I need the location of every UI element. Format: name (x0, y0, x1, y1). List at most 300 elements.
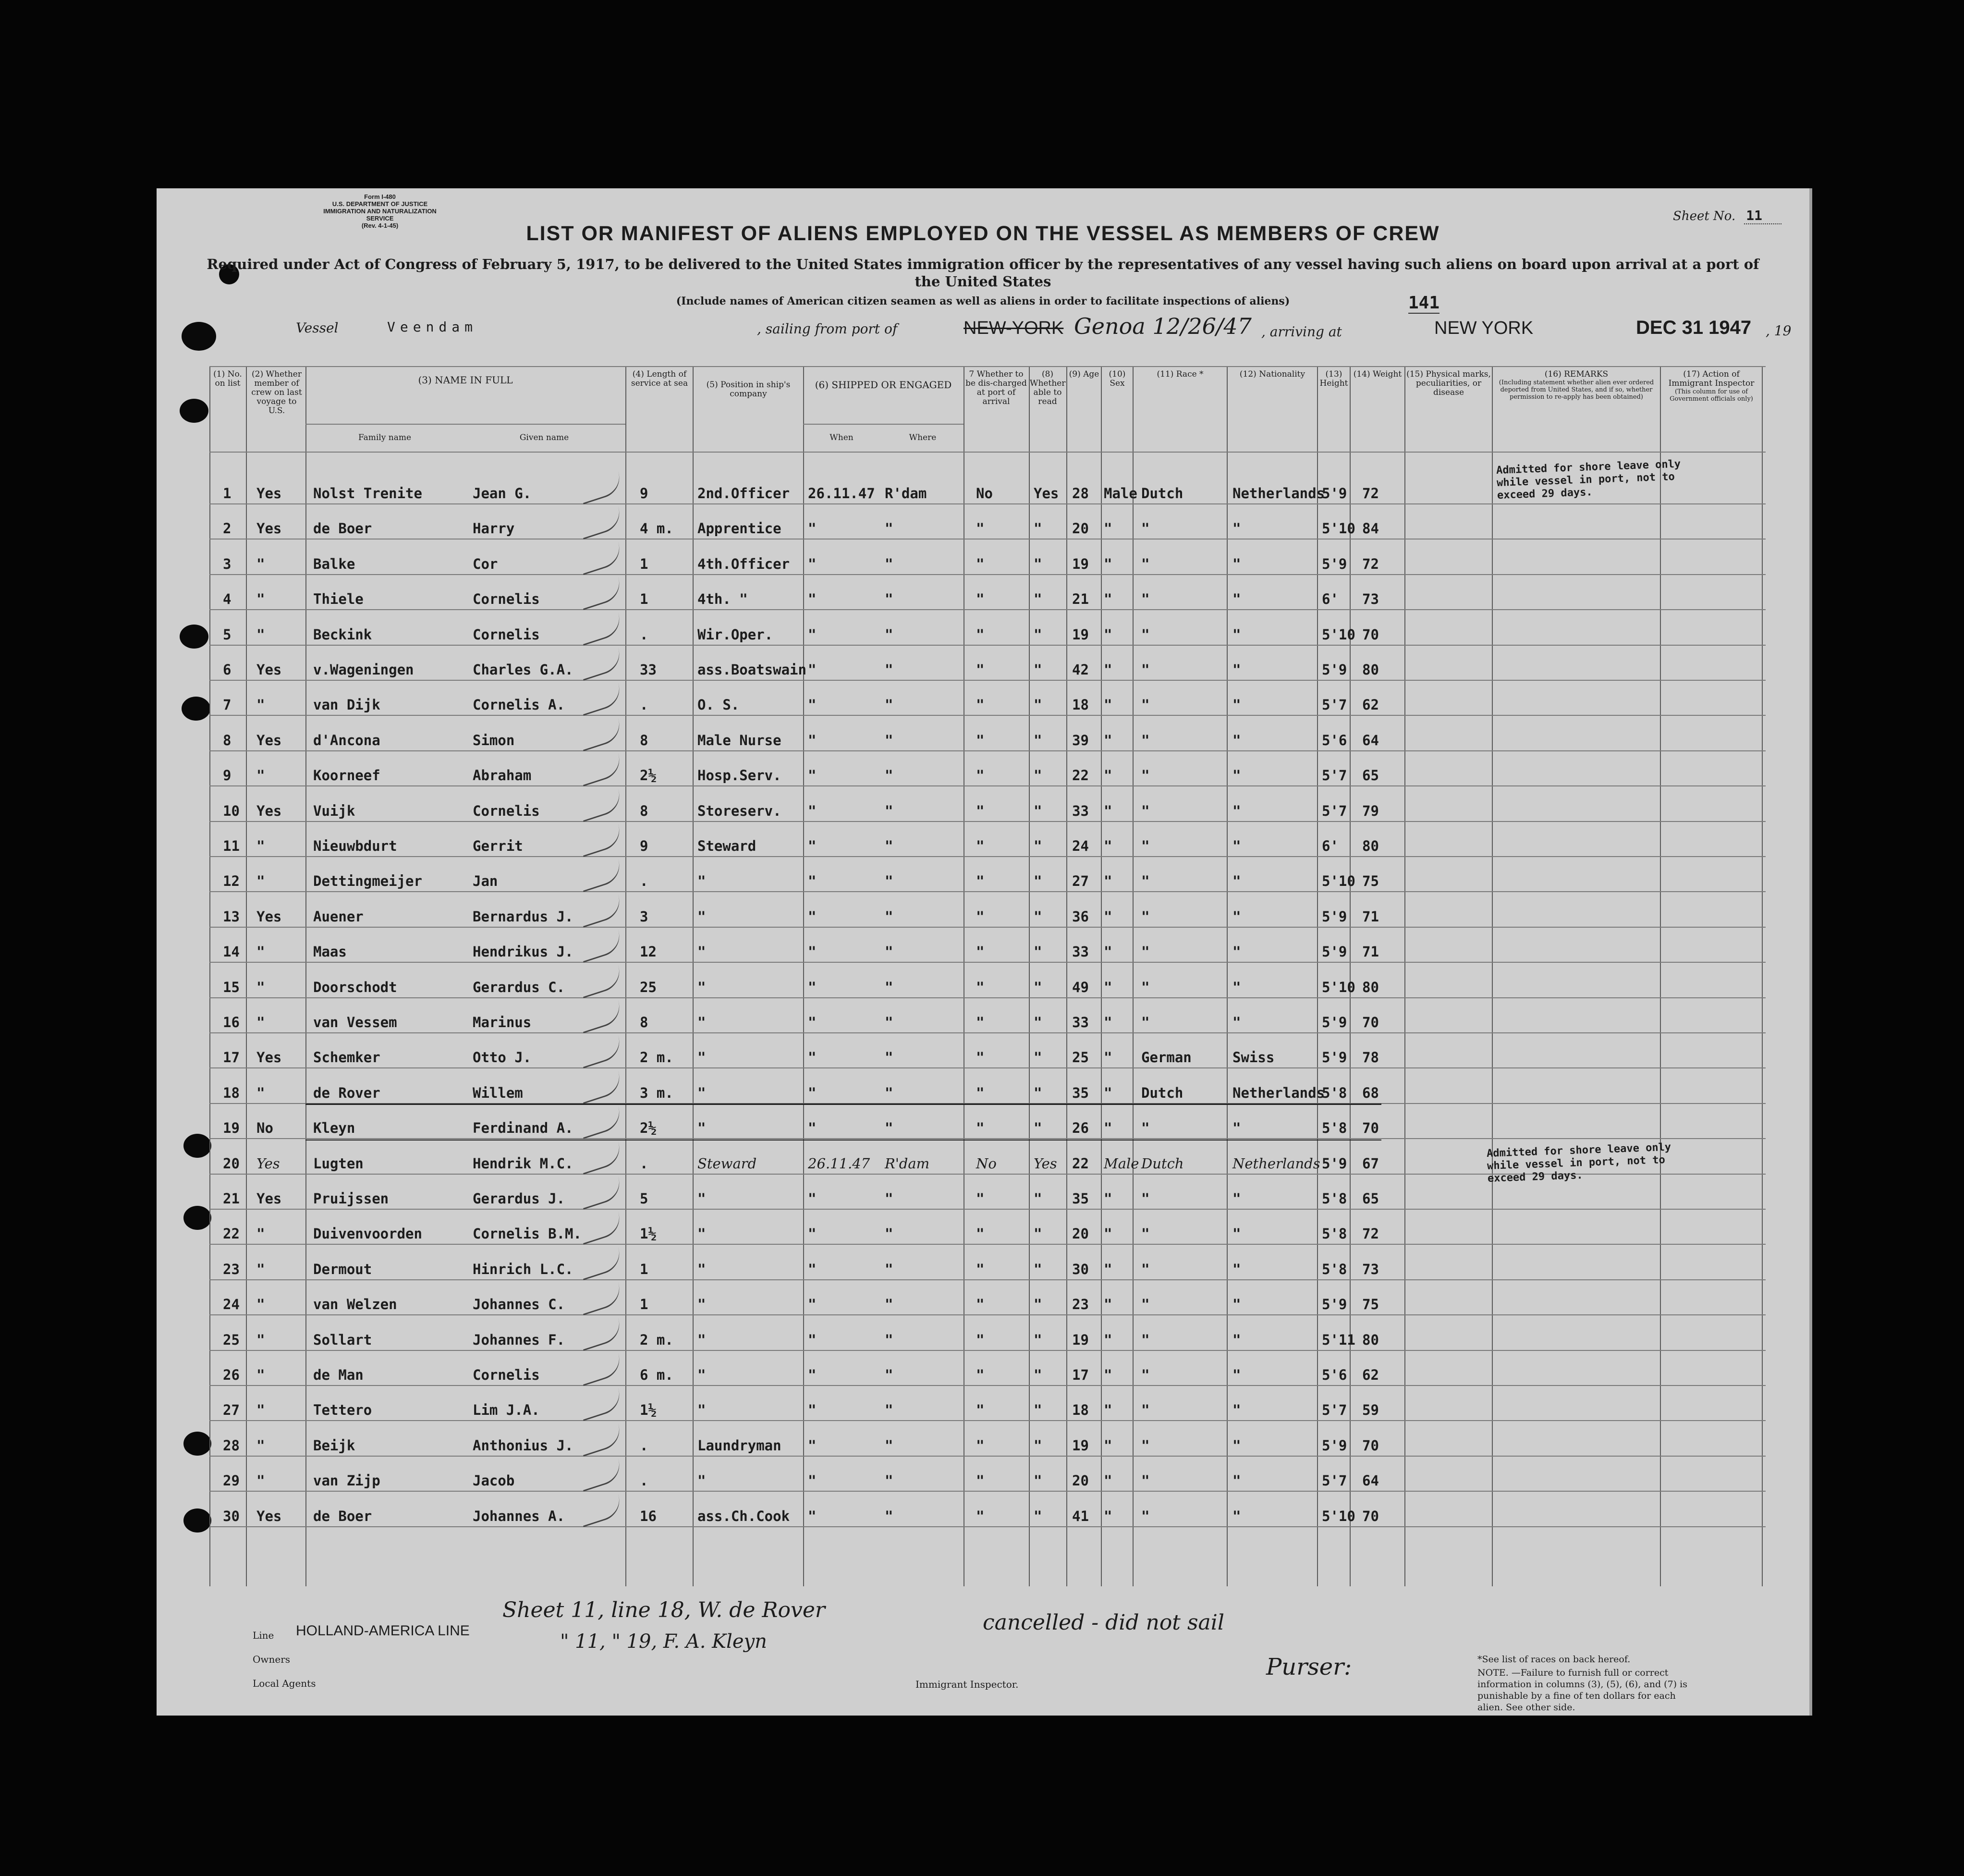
cell-nationality: " (1232, 1402, 1241, 1419)
cell-previous-voyage: " (256, 1226, 265, 1242)
cell-shipped-where: " (885, 838, 893, 854)
cell-age: 22 (1072, 1155, 1089, 1172)
cell-sex: " (1104, 1261, 1112, 1277)
cell-position: " (697, 1261, 706, 1277)
cell-height: 5'8 (1322, 1261, 1347, 1277)
handwritten-cancel-note-1: Sheet 11, line 18, W. de Rover (502, 1598, 825, 1622)
table-row-rule (209, 1385, 1766, 1386)
header-when: When (830, 433, 854, 442)
cell-row-number: 12 (223, 873, 240, 890)
cell-weight: 73 (1362, 1261, 1379, 1277)
cell-position: Laundryman (697, 1437, 781, 1454)
cell-able-to-read: " (1034, 979, 1042, 995)
check-mark (577, 1106, 625, 1139)
remark-shore-leave-1: Admitted for shore leave only while vessel in port, not to exceed 29 days. (1496, 458, 1681, 502)
cell-position: Steward (697, 1155, 757, 1172)
cell-height: 5'8 (1322, 1084, 1347, 1101)
header-sex: (10) Sex (1109, 369, 1126, 388)
cell-age: 33 (1072, 944, 1089, 960)
cell-weight: 70 (1362, 1508, 1379, 1524)
cell-nationality: " (1232, 1014, 1241, 1030)
cell-height: 5'9 (1322, 908, 1347, 925)
cell-family-name: Nieuwbdurt (313, 838, 397, 854)
cell-row-number: 17 (223, 1049, 240, 1066)
sheet-number: Sheet No. 11 (1673, 208, 1781, 223)
cell-position: ass.Boatswain (697, 662, 806, 678)
header-height: (13) Height (1319, 369, 1348, 388)
check-mark (577, 965, 625, 998)
cell-discharged: " (976, 944, 985, 960)
owners-label: Owners (253, 1654, 291, 1665)
cell-nationality: " (1232, 1296, 1241, 1313)
table-row-rule (209, 1491, 1766, 1492)
cell-weight: 71 (1362, 908, 1379, 925)
cell-age: 23 (1072, 1296, 1089, 1313)
table-row-rule (209, 1209, 1766, 1210)
cell-previous-voyage: No (256, 1120, 273, 1137)
cell-nationality: " (1232, 908, 1241, 925)
cell-discharged: " (976, 873, 985, 890)
cell-service-length: 1½ (640, 1402, 657, 1419)
cell-height: 5'10 (1322, 1508, 1355, 1524)
cell-position: " (697, 1120, 706, 1137)
cell-given-name: Simon (473, 732, 515, 748)
cell-given-name: Cornelis A. (473, 697, 565, 713)
check-mark (577, 577, 625, 610)
cell-race: " (1141, 838, 1150, 854)
cell-shipped-when: " (808, 520, 817, 537)
cell-age: 33 (1072, 802, 1089, 819)
cell-height: 5'7 (1322, 697, 1347, 713)
cell-row-number: 4 (223, 591, 232, 608)
cell-shipped-when: " (808, 1084, 817, 1101)
cell-nationality: " (1232, 520, 1241, 537)
remark-shore-leave-2: Admitted for shore leave only while vessel in port, not to exceed 29 days. (1486, 1141, 1671, 1185)
vessel-name: Veendam (387, 319, 478, 335)
cell-service-length: . (640, 697, 648, 713)
cell-shipped-where: R'dam (885, 485, 927, 502)
cell-previous-voyage: Yes (256, 485, 282, 502)
cell-given-name: Jean G. (473, 485, 532, 502)
cell-shipped-where: " (885, 1049, 893, 1066)
cell-discharged: " (976, 520, 985, 537)
cell-family-name: Beijk (313, 1437, 355, 1454)
year-label: , 19 (1766, 323, 1792, 339)
cell-position: Wir.Oper. (697, 626, 773, 643)
cell-age: 20 (1072, 520, 1089, 537)
table-row-rule (209, 1138, 1766, 1139)
cell-service-length: 2 m. (640, 1331, 673, 1348)
purser-signature: Purser: (1266, 1654, 1352, 1680)
cell-nationality: " (1232, 626, 1241, 643)
punch-hole (182, 322, 216, 351)
cell-service-length: 9 (640, 485, 648, 502)
cell-height: 6' (1322, 838, 1339, 854)
header-name: (3) NAME IN FULL (418, 374, 513, 386)
cell-height: 5'10 (1322, 520, 1355, 537)
cell-row-number: 5 (223, 626, 232, 643)
cell-height: 6' (1322, 591, 1339, 608)
cell-able-to-read: " (1034, 732, 1042, 748)
cell-weight: 75 (1362, 873, 1379, 890)
cell-nationality: " (1232, 838, 1241, 854)
cell-given-name: Abraham (473, 767, 532, 784)
cell-able-to-read: " (1034, 908, 1042, 925)
cell-discharged: " (976, 1402, 985, 1419)
header-weight: (14) Weight (1353, 369, 1402, 379)
table-row-rule (209, 715, 1766, 716)
cell-service-length: 8 (640, 802, 648, 819)
cell-row-number: 14 (223, 944, 240, 960)
cell-shipped-when: " (808, 1367, 817, 1383)
cell-height: 5'7 (1322, 767, 1347, 784)
table-row-rule (209, 856, 1766, 857)
cell-discharged: " (976, 1296, 985, 1313)
cell-row-number: 16 (223, 1014, 240, 1030)
cell-given-name: Gerardus C. (473, 979, 565, 995)
cell-race: " (1141, 1190, 1150, 1207)
cell-able-to-read: " (1034, 1472, 1042, 1489)
check-mark (577, 753, 625, 786)
cell-previous-voyage: " (256, 1472, 265, 1489)
cell-position: " (697, 908, 706, 925)
cell-race: Dutch (1141, 485, 1183, 502)
cell-nationality: " (1232, 555, 1241, 572)
cell-given-name: Gerardus J. (473, 1190, 565, 1207)
cell-service-length: 8 (640, 1014, 648, 1030)
cell-given-name: Cornelis (473, 1367, 540, 1383)
cell-nationality: " (1232, 1190, 1241, 1207)
cell-able-to-read: " (1034, 1226, 1042, 1242)
cell-given-name: Cornelis (473, 626, 540, 643)
cell-race: " (1141, 591, 1150, 608)
cell-height: 5'8 (1322, 1190, 1347, 1207)
cell-shipped-where: " (885, 1437, 893, 1454)
cell-family-name: van Vessem (313, 1014, 397, 1030)
cell-position: " (697, 1084, 706, 1101)
cell-row-number: 1 (223, 485, 232, 502)
cell-age: 19 (1072, 555, 1089, 572)
header-discharged: 7 Whether to be dis-charged at port of arrival (965, 369, 1027, 406)
cell-service-length: 5 (640, 1190, 648, 1207)
cell-weight: 72 (1362, 1226, 1379, 1242)
cell-weight: 64 (1362, 732, 1379, 748)
cell-discharged: " (976, 555, 985, 572)
cell-weight: 84 (1362, 520, 1379, 537)
cell-height: 5'9 (1322, 662, 1347, 678)
cell-service-length: . (640, 873, 648, 890)
cell-given-name: Jan (473, 873, 498, 890)
cell-able-to-read: " (1034, 944, 1042, 960)
check-mark (577, 1282, 625, 1315)
header-age: (9) Age (1069, 369, 1099, 379)
cell-given-name: Marinus (473, 1014, 532, 1030)
check-mark (577, 613, 625, 646)
cell-row-number: 28 (223, 1437, 240, 1454)
cell-shipped-when: " (808, 1190, 817, 1207)
cell-shipped-when: " (808, 802, 817, 819)
cell-shipped-when: " (808, 591, 817, 608)
cell-given-name: Anthonius J. (473, 1437, 573, 1454)
cell-age: 24 (1072, 838, 1089, 854)
cell-race: " (1141, 1120, 1150, 1137)
cell-row-number: 29 (223, 1472, 240, 1489)
cell-discharged: " (976, 979, 985, 995)
cell-sex: " (1104, 1508, 1112, 1524)
cell-nationality: " (1232, 873, 1241, 890)
cell-race: Dutch (1141, 1084, 1183, 1101)
cell-given-name: Willem (473, 1084, 523, 1101)
cell-shipped-where: " (885, 979, 893, 995)
cell-age: 25 (1072, 1049, 1089, 1066)
cell-previous-voyage: " (256, 1084, 265, 1101)
cell-service-length: 16 (640, 1508, 657, 1524)
cell-shipped-where: " (885, 1084, 893, 1101)
cell-age: 18 (1072, 697, 1089, 713)
cell-family-name: Tettero (313, 1402, 372, 1419)
cell-able-to-read: " (1034, 1367, 1042, 1383)
header-nationality: (12) Nationality (1239, 369, 1305, 379)
local-agents-label: Local Agents (253, 1678, 316, 1689)
table-row-rule (209, 1420, 1766, 1421)
cell-previous-voyage: " (256, 1367, 265, 1383)
cell-previous-voyage: " (256, 873, 265, 890)
cell-age: 30 (1072, 1261, 1089, 1277)
cell-race: " (1141, 908, 1150, 925)
cell-age: 27 (1072, 873, 1089, 890)
cell-previous-voyage: " (256, 979, 265, 995)
cell-row-number: 19 (223, 1120, 240, 1137)
cell-given-name: Otto J. (473, 1049, 532, 1066)
cell-position: " (697, 1014, 706, 1030)
cell-shipped-when: " (808, 873, 817, 890)
cell-age: 22 (1072, 767, 1089, 784)
header-no: (1) No. on list (213, 369, 242, 388)
cell-row-number: 15 (223, 979, 240, 995)
cell-race: " (1141, 1226, 1150, 1242)
cell-weight: 75 (1362, 1296, 1379, 1313)
cell-previous-voyage: Yes (256, 520, 282, 537)
cell-row-number: 21 (223, 1190, 240, 1207)
cell-height: 5'9 (1322, 1437, 1347, 1454)
cell-row-number: 27 (223, 1402, 240, 1419)
cell-shipped-where: " (885, 732, 893, 748)
cell-able-to-read: " (1034, 662, 1042, 678)
cell-position: " (697, 1402, 706, 1419)
cell-weight: 78 (1362, 1049, 1379, 1066)
cell-able-to-read: " (1034, 1402, 1042, 1419)
cell-shipped-where: " (885, 1331, 893, 1348)
cell-row-number: 2 (223, 520, 232, 537)
header-position: (5) Position in ship's company (706, 380, 791, 399)
cell-given-name: Charles G.A. (473, 662, 573, 678)
cell-race: " (1141, 1014, 1150, 1030)
cell-shipped-when: " (808, 626, 817, 643)
cell-shipped-where: " (885, 908, 893, 925)
cell-service-length: 1 (640, 1261, 648, 1277)
cell-shipped-when: " (808, 1049, 817, 1066)
cell-previous-voyage: " (256, 1437, 265, 1454)
cell-weight: 70 (1362, 1120, 1379, 1137)
cell-able-to-read: " (1034, 555, 1042, 572)
cell-given-name: Bernardus J. (473, 908, 573, 925)
cell-service-length: 1½ (640, 1226, 657, 1242)
steamship-line: HOLLAND-AMERICA LINE (296, 1623, 470, 1639)
cell-row-number: 30 (223, 1508, 240, 1524)
cell-service-length: 4 m. (640, 520, 673, 537)
cell-height: 5'10 (1322, 979, 1355, 995)
cell-shipped-when: " (808, 555, 817, 572)
cell-shipped-where: " (885, 697, 893, 713)
cell-shipped-when: " (808, 1331, 817, 1348)
cell-shipped-where: " (885, 1120, 893, 1137)
cell-sex: " (1104, 873, 1112, 890)
cell-given-name: Cornelis B.M. (473, 1226, 582, 1242)
table-row-rule (209, 574, 1766, 575)
cell-service-length: 33 (640, 662, 657, 678)
cell-race: " (1141, 555, 1150, 572)
cell-previous-voyage: Yes (256, 732, 282, 748)
cell-race: " (1141, 873, 1150, 890)
cell-shipped-when: " (808, 1296, 817, 1313)
cell-height: 5'10 (1322, 626, 1355, 643)
cell-sex: " (1104, 626, 1112, 643)
cell-discharged: " (976, 1331, 985, 1348)
cell-race: " (1141, 520, 1150, 537)
cell-previous-voyage: " (256, 626, 265, 643)
cell-height: 5'9 (1322, 485, 1347, 502)
form-title: LIST OR MANIFEST OF ALIENS EMPLOYED ON THE VESSEL AS MEMBERS OF CREW (526, 222, 1440, 245)
cell-nationality: " (1232, 732, 1241, 748)
cell-sex: " (1104, 1402, 1112, 1419)
include-note: (Include names of American citizen seamen as well as aliens in order to facilitate inspections of aliens) (676, 295, 1290, 307)
cell-sex: " (1104, 1296, 1112, 1313)
cell-weight: 80 (1362, 1331, 1379, 1348)
cell-family-name: Duivenvoorden (313, 1226, 422, 1242)
cell-able-to-read: " (1034, 1508, 1042, 1524)
cell-nationality: " (1232, 1367, 1241, 1383)
cell-position: Apprentice (697, 520, 781, 537)
cell-able-to-read: " (1034, 1049, 1042, 1066)
cell-previous-voyage: " (256, 555, 265, 572)
check-mark (577, 1247, 625, 1280)
cell-discharged: " (976, 697, 985, 713)
cell-service-length: 2½ (640, 1120, 657, 1137)
header-given-name: Given name (519, 433, 569, 442)
cell-race: " (1141, 1331, 1150, 1348)
cell-height: 5'7 (1322, 802, 1347, 819)
cell-discharged: " (976, 1226, 985, 1242)
check-mark (577, 507, 625, 540)
cell-age: 35 (1072, 1190, 1089, 1207)
cell-nationality: " (1232, 1437, 1241, 1454)
cell-age: 20 (1072, 1226, 1089, 1242)
cell-row-number: 24 (223, 1296, 240, 1313)
cell-position: " (697, 1226, 706, 1242)
cell-sex: " (1104, 1226, 1112, 1242)
arrival-date: DEC 31 1947 (1636, 317, 1752, 338)
header-inspector-action: (17) Action of Immigrant Inspector (This column for use of Government officials only) (1668, 369, 1755, 403)
cell-previous-voyage: " (256, 697, 265, 713)
cell-race: " (1141, 802, 1150, 819)
cell-family-name: de Boer (313, 1508, 372, 1524)
header-shipped: (6) SHIPPED OR ENGAGED (815, 379, 952, 391)
cell-position: " (697, 1472, 706, 1489)
cell-nationality: Swiss (1232, 1049, 1275, 1066)
cell-sex: " (1104, 1367, 1112, 1383)
cell-age: 19 (1072, 1437, 1089, 1454)
check-mark (577, 718, 625, 751)
cell-position: " (697, 1367, 706, 1383)
cell-shipped-when: " (808, 838, 817, 854)
arriving-label: , arriving at (1261, 324, 1342, 340)
cell-family-name: van Zijp (313, 1472, 380, 1489)
cell-sex: " (1104, 662, 1112, 678)
cell-family-name: Pruijssen (313, 1190, 389, 1207)
cell-height: 5'9 (1322, 1296, 1347, 1313)
table-row-rule (209, 645, 1766, 646)
cell-able-to-read: " (1034, 1331, 1042, 1348)
check-mark (577, 859, 625, 893)
cell-sex: " (1104, 1472, 1112, 1489)
cell-given-name: Hendrik M.C. (473, 1155, 573, 1172)
cell-nationality: Netherlands (1232, 485, 1325, 502)
manifest-sheet (157, 188, 1812, 1716)
cell-weight: 64 (1362, 1472, 1379, 1489)
cell-sex: " (1104, 767, 1112, 784)
cell-able-to-read: " (1034, 1014, 1042, 1030)
cell-nationality: " (1232, 944, 1241, 960)
check-mark (577, 824, 625, 857)
cell-able-to-read: " (1034, 1120, 1042, 1137)
cell-age: 42 (1072, 662, 1089, 678)
cell-age: 19 (1072, 1331, 1089, 1348)
cell-nationality: " (1232, 1120, 1241, 1137)
cell-able-to-read: " (1034, 802, 1042, 819)
cell-race: " (1141, 1437, 1150, 1454)
cell-position: Hosp.Serv. (697, 767, 781, 784)
cell-shipped-where: " (885, 873, 893, 890)
cell-nationality: " (1232, 1508, 1241, 1524)
cell-given-name: Cornelis (473, 802, 540, 819)
punch-hole (183, 1206, 211, 1230)
cell-nationality: " (1232, 662, 1241, 678)
cell-shipped-where: " (885, 1261, 893, 1277)
cell-given-name: Gerrit (473, 838, 523, 854)
cell-sex: " (1104, 908, 1112, 925)
cell-discharged: " (976, 1261, 985, 1277)
cell-weight: 80 (1362, 979, 1379, 995)
check-mark (577, 1000, 625, 1033)
cell-row-number: 9 (223, 767, 232, 784)
cell-shipped-where: " (885, 767, 893, 784)
cell-position: " (697, 873, 706, 890)
cell-discharged: " (976, 1437, 985, 1454)
cell-service-length: 6 m. (640, 1367, 673, 1383)
cell-height: 5'11 (1322, 1331, 1355, 1348)
cell-sex: " (1104, 732, 1112, 748)
cell-shipped-where: " (885, 626, 893, 643)
cell-height: 5'9 (1322, 944, 1347, 960)
table-row-rule (209, 1067, 1766, 1068)
check-mark (577, 1388, 625, 1422)
check-mark (577, 542, 625, 575)
cell-service-length: 1 (640, 555, 648, 572)
header-family-name: Family name (358, 433, 412, 442)
table-row-rule (209, 750, 1766, 751)
arriving-port: NEW YORK (1434, 318, 1534, 338)
cell-row-number: 10 (223, 802, 240, 819)
